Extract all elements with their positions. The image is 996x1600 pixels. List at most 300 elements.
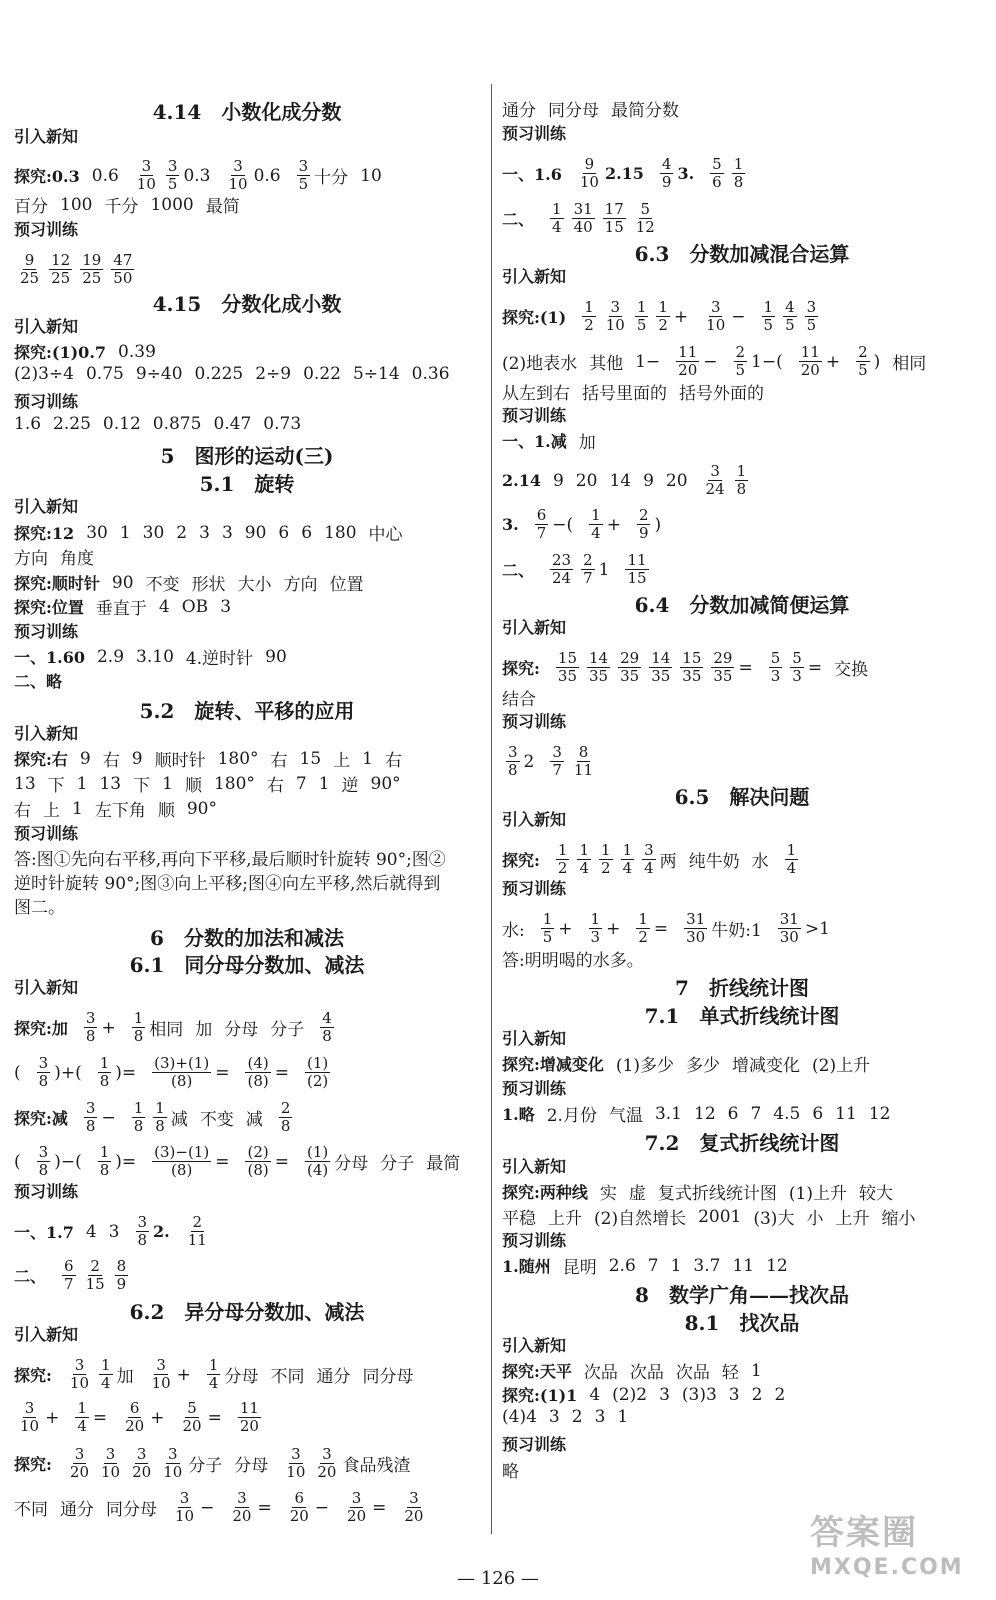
fraction [153,1100,167,1135]
answer-label: 预习训练 [502,879,567,898]
fraction-numerator: 5 [792,649,802,667]
fraction-denominator: 35 [682,667,702,685]
fraction-denominator: 3 [770,667,781,685]
fraction-numerator: 1 [591,506,601,524]
fraction [680,650,703,685]
answer-line [502,463,748,498]
fraction [636,911,650,946]
fraction-numerator: 11 [800,343,820,361]
answer-token: 图二。 [14,898,65,918]
answer-token: 分子 [270,1020,305,1040]
fraction-numerator: 5 [712,155,722,173]
answer-token: 90 [244,522,267,543]
answer-token: 9÷40 [135,364,183,384]
fraction [589,911,603,946]
answer-token: 2 [523,751,535,772]
fraction-denominator: 10 [286,1463,306,1481]
fraction-numerator: 1 [99,1054,110,1072]
fraction [732,156,746,191]
fraction-denominator: 11 [187,1231,207,1249]
answer-line [14,217,78,240]
section-heading: 6.1 同分母分数加、减法 [129,953,365,977]
fraction-numerator: 3 [156,1356,166,1374]
fraction-denominator: 7 [536,524,547,542]
answer-label: 探究:12 [14,524,75,543]
answer-token: 形状 [191,575,226,595]
fraction-numerator: 4 [322,1009,332,1027]
answer-label: 引入新知 [14,317,79,336]
answer-token: = [215,1151,230,1172]
answer-line [14,1357,413,1392]
answer-token: 1 [362,748,373,769]
fraction [226,158,249,193]
fraction-numerator: 2 [280,1099,291,1117]
section-heading: 4.14 小数化成分数 [152,100,342,124]
answer-line [502,264,566,287]
answer-line [502,1457,519,1482]
fraction-numerator: 2 [638,506,649,524]
answer-token: 减 [170,1110,188,1130]
answer-token: ) [873,351,881,372]
fraction-numerator: 3 [644,841,654,859]
answer-token: + [101,1017,116,1038]
answer-label: 预习训练 [502,406,567,425]
fraction-numerator: 1 [208,1356,219,1374]
fraction [152,1144,211,1179]
answer-token: 昆明 [562,1258,597,1278]
answer-line [14,975,78,998]
fraction [315,1446,338,1481]
answer-token: 缩小 [881,1209,916,1229]
answer-token: 2 [571,1407,583,1427]
answer-token: 30 [86,522,108,543]
answer-token: 左下角 [94,801,146,821]
answer-token: 最简分数 [611,101,679,121]
answer-line [502,201,657,236]
answer-line [502,1026,566,1049]
fraction [37,1055,51,1090]
fraction [785,842,799,877]
answer-label: 预习训练 [14,622,79,641]
fraction-denominator: 35 [620,667,640,685]
answer-label: 引入新知 [14,724,79,743]
fraction [345,1490,368,1525]
fraction-numerator: 1 [736,462,747,480]
answer-token: 位置 [329,575,364,595]
answer-token: 0.12 [102,414,141,434]
answer-token: 3.10 [136,646,174,667]
answer-label: 预习训练 [502,1435,567,1454]
section-heading: 6.5 解决问题 [674,785,810,809]
answer-token: 垂直于 [95,599,147,619]
fraction [684,911,707,946]
answer-token: 6 [301,522,313,543]
fraction-numerator: 3 [141,157,152,175]
fraction [136,1214,150,1249]
fraction-denominator: 7 [552,761,562,779]
fraction-denominator: 5 [167,175,178,193]
answer-label: 探究:(1) [502,308,567,327]
answer-token: 2001 [698,1206,742,1227]
answer-token: 2 [176,522,188,543]
fraction-numerator: 14 [589,649,609,667]
answer-token: 虚 [628,1184,646,1204]
fraction-denominator: 2 [658,316,668,334]
fraction-denominator: 5 [763,316,774,334]
answer-line [502,156,745,191]
answer-token: 12 [868,1103,891,1124]
fraction-numerator: 2 [858,343,868,361]
fraction-denominator: 10 [20,1417,40,1435]
answer-line [502,744,595,779]
answer-line [14,1010,334,1045]
answer-label: 预习训练 [502,1231,567,1250]
answer-token: 右 [270,751,288,771]
fraction [587,650,610,685]
answer-token: 20 [575,470,598,491]
fraction-denominator: 10 [706,316,726,334]
answer-token: + [45,1407,60,1428]
fraction-denominator: 9 [638,524,649,542]
fraction-numerator: 3 [291,1445,301,1463]
fraction-numerator: 3 [85,1009,96,1027]
answer-token: 3 [220,596,232,617]
fraction [621,842,635,877]
fraction-numerator: 1 [638,910,648,928]
fraction-numerator: 1 [622,841,633,859]
answer-token: ( [14,1151,21,1172]
fraction-numerator: 3 [237,1489,247,1507]
answer-token: 多少 [686,1056,721,1076]
answer-token: 90° [370,773,401,794]
answer-label: 探究:顺时针 [14,574,100,593]
fraction-numerator: 1 [77,1399,87,1417]
fraction-denominator: 8 [85,1117,96,1135]
fraction-denominator: 25 [20,269,40,287]
answer-line [502,121,566,144]
fraction-denominator: 15 [604,218,624,236]
fraction-denominator: 35 [651,667,671,685]
answer-token: (1)多少 [615,1056,675,1076]
fraction-numerator: (1) [306,1143,329,1161]
answer-label: 探究: [14,1455,52,1474]
answer-token: 减 [245,1110,263,1130]
answer-line [502,1358,762,1383]
answer-line [14,340,156,363]
fraction-denominator: 4 [591,524,601,542]
fraction-numerator: 1 [601,841,611,859]
answer-token: )= [115,1151,137,1172]
answer-token: 上升 [548,1209,582,1229]
fraction-denominator: 3 [590,928,601,946]
fraction [84,1010,98,1045]
answer-token: 1− [635,351,661,372]
fraction-numerator: (3)+(1) [154,1054,210,1072]
answer-token: − [101,1107,116,1128]
fraction [135,158,158,193]
answer-token: 千分 [104,197,139,217]
answer-token: 右 [266,776,284,796]
fraction-numerator: 3 [179,1489,190,1507]
answer-token: 3 [594,1407,606,1427]
answer-label: 二、 [14,1267,47,1286]
answer-line [502,1228,566,1251]
fraction-denominator: 5 [298,175,309,193]
answer-token: 3 [548,1407,560,1427]
fraction-numerator: (3)−(1) [154,1143,210,1161]
fraction-denominator: 10 [136,175,156,193]
answer-token: 90 [265,646,287,667]
answer-token: 顺 [184,776,202,796]
fraction-denominator: 24 [705,480,725,498]
fraction [618,650,641,685]
fraction-denominator: 25 [82,269,102,287]
answer-label: 预习训练 [502,712,567,731]
fraction [577,842,591,877]
answer-line [502,1051,870,1076]
answer-line [14,494,78,517]
answer-token: 2.月份 [546,1106,597,1126]
answer-line [14,893,65,918]
answer-token: (2)地表水 [502,354,578,374]
fraction [161,1446,184,1481]
answer-token: 3.7 [693,1255,721,1276]
fraction-denominator: 8 [133,1027,144,1045]
answer-token: ) [654,514,662,535]
fraction-numerator: 3 [38,1143,49,1161]
answer-token: 3 [659,1384,670,1405]
fraction [279,1100,293,1135]
answer-token: 逆时针旋转 90°;图③向上平移;图④向左平移,然后就得到 [14,874,441,894]
answer-token: 9 [552,470,564,491]
answer-token: 0.47 [213,414,252,434]
answer-line [502,1432,566,1455]
answer-token: 90° [186,798,217,819]
fraction-numerator: 3 [167,157,178,175]
answer-token: 分子 [188,1456,223,1476]
answer-label: 二、 [502,210,535,229]
answer-token: 水: [502,921,525,941]
answer-token: 答:明明喝的水多。 [502,951,644,971]
answer-token: + [176,1364,191,1385]
answer-token: − [314,1497,330,1518]
fraction [556,842,570,877]
answer-line [14,644,287,669]
answer-token: 2.9 [96,646,125,667]
fraction-denominator: 3 [792,667,802,685]
fraction-numerator: 6 [294,1489,304,1507]
answer-token: 0.39 [118,341,156,362]
answer-token: 不同 [270,1367,305,1387]
fraction-denominator: 20 [404,1507,424,1525]
fraction [734,344,748,379]
fraction [68,1357,91,1392]
fraction-denominator: 10 [151,1374,171,1392]
answer-line [502,552,649,587]
fraction [778,911,801,946]
fraction [284,1446,307,1481]
fraction-denominator: 8 [280,1117,291,1135]
answer-token: 右 [385,751,402,771]
fraction-denominator: 15 [85,1275,105,1293]
answer-token: (1)上升 [788,1184,848,1204]
fraction-numerator: 2 [735,343,746,361]
fraction-denominator: 20 [800,361,820,379]
fraction-denominator: 20 [69,1463,90,1481]
fraction-denominator: 10 [69,1374,90,1392]
fraction [550,552,573,587]
fraction-denominator: 2 [584,316,594,334]
answer-token: 上升 [835,1209,870,1229]
fraction-numerator: 3 [136,1445,147,1463]
answer-label: 探究:(1)1 [502,1386,578,1405]
answer-token: 角度 [60,549,94,569]
answer-line [502,1407,628,1427]
answer-line [14,364,450,384]
answer-token: 180° [213,773,255,794]
fraction-denominator: 20 [678,361,698,379]
fraction-numerator: 6 [536,506,547,524]
fraction [297,158,311,193]
fraction [123,1400,146,1435]
fraction-denominator: 20 [132,1463,152,1481]
section-heading: 6 分数的加法和减法 [150,926,344,950]
fraction-numerator: 3 [167,1445,178,1463]
answer-line [502,842,798,877]
fraction [80,252,103,287]
section-heading: 5.1 旋转 [199,472,295,496]
answer-token: 1 [318,773,330,794]
answer-label: 二、略 [14,672,63,691]
answer-label: 探究:两种线 [502,1183,588,1202]
fraction [676,344,699,379]
fraction-denominator: 20 [232,1507,252,1525]
answer-token: 相同 [892,354,927,374]
fraction-numerator: 4 [661,155,672,173]
fraction-numerator: 3 [298,157,309,175]
answer-token: 逆 [341,776,359,796]
fraction [18,252,41,287]
fraction [711,650,734,685]
fraction-numerator: 47 [113,251,133,269]
answer-line [14,1100,292,1135]
fraction-numerator: 1 [579,841,590,859]
answer-line [14,669,62,692]
answer-line [502,507,661,542]
answer-line [14,252,134,287]
answer-line [502,685,536,710]
answer-label: 探究: [502,851,540,870]
fraction-numerator: 9 [24,251,35,269]
answer-token: 2.25 [53,414,91,434]
fraction [582,299,596,334]
fraction-denominator: 10 [163,1463,183,1481]
answer-token: 分母 [234,1456,269,1476]
fraction [790,650,804,685]
fraction [660,156,674,191]
fraction [186,1214,209,1249]
answer-token: 7 [295,773,307,794]
answer-token: + [606,918,621,939]
answer-token: = [274,1151,289,1172]
answer-token: 3 [728,1384,740,1405]
answer-token: 轻 [721,1363,739,1383]
answer-token: 2 [751,1384,763,1405]
fraction-numerator: 29 [713,649,733,667]
fraction-numerator: 3 [233,157,243,175]
answer-token: + [825,351,841,372]
answer-label: 引入新知 [502,1336,567,1355]
answer-line [14,721,78,744]
fraction-numerator: 3 [552,743,562,761]
answer-token: 同分母 [548,101,599,121]
answer-line [14,1258,128,1293]
answer-label: 引入新知 [502,267,567,286]
fraction [572,744,595,779]
answer-token: (4)4 [502,1407,537,1427]
fraction-denominator: 20 [317,1463,337,1481]
answer-line [502,428,596,453]
answer-token: 右 [102,751,120,771]
answer-token: + [558,918,573,939]
answer-token: 答:图①先向右平移,再向下平移,最后顺时针旋转 90°;图② [14,850,446,870]
answer-line [502,1101,890,1126]
fraction [207,1357,221,1392]
answer-token: 4 [85,1221,97,1242]
answer-token: 水 [751,852,769,872]
answer-line [14,1446,410,1481]
fraction [506,744,520,779]
answer-token: = [215,1062,230,1083]
answer-token: 分母 [224,1020,259,1040]
answer-line [14,1144,460,1179]
fraction-numerator: 5 [770,649,781,667]
fraction-numerator: 1 [786,841,797,859]
answer-token: 较大 [859,1184,894,1204]
fraction-numerator: 4 [785,298,795,316]
answer-token: 右 [14,801,31,821]
answer-label: 2. [153,1222,170,1241]
answer-token: 从左到右 [502,384,570,404]
fraction-numerator: 1 [155,1099,165,1117]
answer-line [502,615,566,638]
fraction-numerator: 1 [552,200,562,218]
fraction-denominator: 7 [64,1275,74,1293]
answer-token: 4.逆时针 [185,649,254,669]
fraction-denominator: 10 [605,316,625,334]
fraction [735,463,749,498]
fraction-numerator: 1 [557,841,568,859]
answer-token: 十分 [314,168,349,188]
fraction-numerator: (1) [306,1054,329,1072]
answer-token: 结合 [502,690,536,710]
fraction-numerator: 12 [51,251,71,269]
fraction-numerator: 1 [763,298,774,316]
answer-token: 增减变化 [732,1056,801,1076]
fraction-denominator: 4 [552,218,562,236]
fraction-denominator: 5 [806,316,817,334]
fraction [603,201,626,236]
answer-token: 顺 [157,801,175,821]
fraction-denominator: 8 [137,1231,148,1249]
answer-line [502,650,868,685]
fraction-denominator: 24 [552,569,572,587]
answer-token: = [738,657,753,678]
answer-token: 0.6 [91,165,119,186]
answer-token: 上 [43,801,60,821]
answer-token: 最简 [205,197,240,217]
answer-line [502,1154,566,1177]
